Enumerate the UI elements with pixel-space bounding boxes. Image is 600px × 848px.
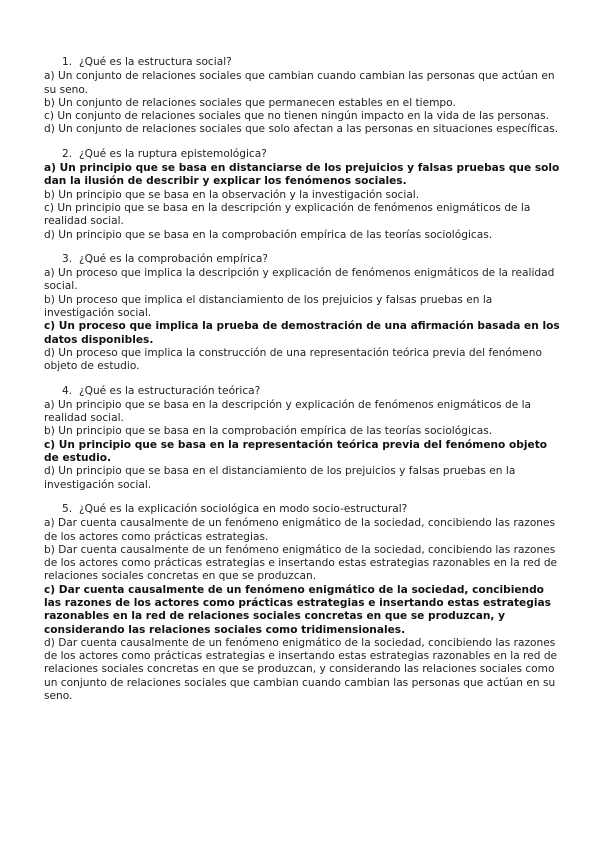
question-number: 3.	[62, 252, 73, 265]
answer-b: b) Un proceso que implica el distanciamiento de los prejuicios y falsas pruebas en la investigación social.	[44, 293, 493, 320]
answer-b: b) Un principio que se basa en la comprobación empírica de las teorías sociológicas.	[44, 425, 493, 438]
answer-b: b) Un conjunto de relaciones sociales que permanecen estables en el tiempo.	[44, 96, 456, 109]
answer-d: d) Dar cuenta causalmente de un fenómeno enigmático de la sociedad, concibiendo las razones de los actores como prácticas estrategias e insertando estas estrategias razonables en la red de relaciones sociales concretas en que se produzcan, y considerando las relaciones sociales como un conjunto de relaciones sociales que cambian cuando cambian las personas que actúan en su seno.	[44, 636, 558, 703]
answer-b: b) Un principio que se basa en la observación y la investigación social.	[44, 188, 420, 201]
question-title	[44, 503, 560, 516]
question-text: ¿Qué es la explicación sociológica en modo socio-estructural?	[79, 502, 408, 515]
question-text: ¿Qué es la estructura social?	[79, 56, 232, 68]
question-title	[44, 385, 560, 398]
answer-a: a) Un principio que se basa en la descripción y explicación de fenómenos enigmáticos de la realidad social.	[44, 398, 532, 425]
answer-a: a) Dar cuenta causalmente de un fenómeno enigmático de la sociedad, concibiendo las razones de los actores como prácticas estrategias.	[44, 517, 556, 543]
question-title	[44, 253, 560, 266]
answer-d: d) Un principio que se basa en la comprobación empírica de las teorías sociológicas.	[44, 228, 493, 241]
answer-d: d) Un conjunto de relaciones sociales que solo afectan a las personas en situaciones específicas.	[44, 123, 559, 136]
question-title	[44, 148, 560, 161]
answer-a-correct: a) Un principio que se basa en distanciarse de los prejuicios y falsas pruebas que solo dan la ilusión de describir y explicar los fenómenos sociales.	[44, 162, 560, 188]
question-number: 5.	[62, 502, 73, 515]
answer-b: b) Dar cuenta causalmente de un fenómeno enigmático de la sociedad, concibiendo las razones de los actores como prácticas estrategias e insertando estas estrategias razonables en la red de relaciones sociales concretas en que se produzcan.	[44, 543, 558, 583]
answer-d: d) Un principio que se basa en el distanciamiento de los prejuicios y falsas pruebas en la investigación social.	[44, 465, 516, 491]
question-number: 2.	[62, 147, 73, 160]
question-title	[44, 56, 560, 69]
answer-c-correct: c) Un principio que se basa en la representación teórica previa del fenómeno objeto de estudio.	[44, 438, 548, 465]
question-text: ¿Qué es la estructuración teórica?	[79, 384, 261, 397]
question-4	[44, 385, 560, 492]
answer-c: c) Un principio que se basa en la descripción y explicación de fenómenos enigmáticos de la realidad social.	[44, 201, 531, 228]
question-number: 4.	[62, 384, 73, 397]
question-5	[44, 503, 560, 703]
question-text: ¿Qué es la comprobación empírica?	[79, 252, 269, 265]
question-2	[44, 148, 560, 242]
answer-c-correct: c) Un proceso que implica la prueba de demostración de una afirmación basada en los datos disponibles.	[44, 320, 560, 346]
answer-c: c) Un conjunto de relaciones sociales que no tienen ningún impacto en la vida de las personas.	[44, 110, 550, 123]
answer-a: a) Un conjunto de relaciones sociales que cambian cuando cambian las personas que actúan en su seno.	[44, 70, 555, 96]
answer-d: d) Un proceso que implica la construcción de una representación teórica previa del fenómeno objeto de estudio.	[44, 346, 542, 373]
question-text: ¿Qué es la ruptura epistemológica?	[79, 147, 267, 160]
question-3	[44, 253, 560, 374]
answer-a: a) Un proceso que implica la descripción y explicación de fenómenos enigmáticos de la realidad social.	[44, 267, 555, 293]
question-number: 1.	[62, 56, 73, 68]
answer-c-correct: c) Dar cuenta causalmente de un fenómeno enigmático de la sociedad, concibiendo las razones de los actores como prácticas estrategias e insertando estas estrategias razonables en la red de relaciones sociales concretas en que se produzcan, y considerando las relaciones sociales como tridimensionales.	[44, 583, 551, 636]
question-1	[44, 56, 560, 137]
